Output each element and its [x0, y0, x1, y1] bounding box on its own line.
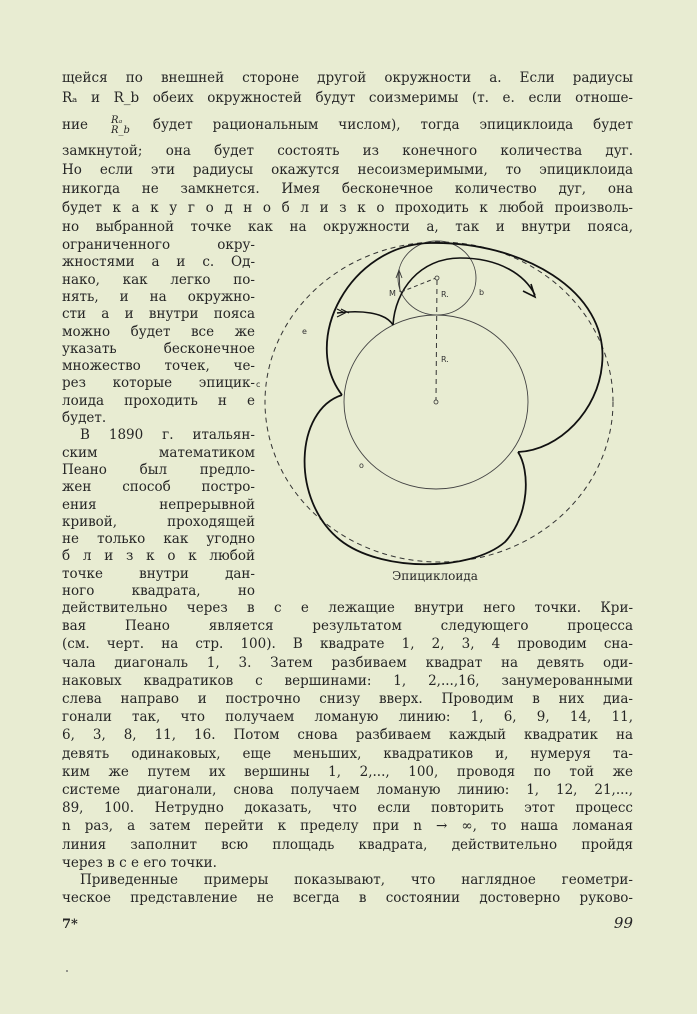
fixed-circle-a — [344, 315, 528, 489]
text-line: жностями a и c. Од- — [62, 254, 255, 271]
text-line: можно будет все же — [62, 323, 255, 340]
text-line: через в с е его точки. — [62, 854, 217, 871]
epicycloid-lower-arc — [305, 395, 526, 564]
text-line: рез которые эпицик- — [62, 375, 255, 392]
epicycloid-incoming-arc — [337, 312, 393, 325]
text-line: б л и з к о к любой — [62, 548, 255, 565]
center-a-dot — [434, 400, 438, 404]
text-line: гонали так, что получаем ломаную линию: 1, 6, 9, 14, 11, — [62, 709, 633, 726]
label-c: c — [256, 380, 261, 389]
text-line: ческое представление не всегда в состоянии достоверно руково- — [62, 890, 633, 906]
text-line: Rₐ и R_b обеих окружностей будут соизмеримы (т. е. если отноше- — [62, 90, 633, 106]
text-segment: ние — [62, 117, 88, 133]
text-line: ским математиком — [62, 444, 255, 461]
text-line: n раз, а затем перейти к пределу при n → ∞, то наша ломаная — [62, 818, 633, 835]
text-line: нако, как легко по- — [62, 271, 255, 288]
text-line: не только как угодно — [62, 531, 255, 548]
signature-mark: 7* — [62, 917, 78, 932]
text-line: замкнутой; она будет состоять из конечного количества дуг. — [62, 143, 633, 159]
epicycloid-upper-arc — [327, 243, 603, 452]
text-line: но выбранной точке как на окружности a, так и внутри пояса, — [62, 219, 633, 235]
text-line: чала диагональ 1, 3. Затем разбиваем квадрат на девять оди- — [62, 654, 633, 671]
text-line: сти a и внутри пояса — [62, 306, 255, 323]
text-line: наковых квадратиков с вершинами: 1, 2,...,16, занумерованными — [62, 672, 633, 689]
text-line: Пеано был предло- — [62, 461, 255, 478]
text-line: девять одинаковых, еще меньших, квадратиков и, нумеруя та- — [62, 745, 633, 762]
fraction-numerator: Rₐ — [110, 114, 123, 126]
arrow-head-icon — [523, 284, 535, 297]
text-line: (см. черт. на стр. 100). В квадрате 1, 2, 3, 4 проводим сна- — [62, 636, 633, 653]
label-e: e — [302, 327, 307, 336]
text-line: 6, 3, 8, 11, 16. Потом снова разбиваем каждый квадратик на — [62, 727, 633, 744]
text-line: Но если эти радиусы окажутся несоизмеримыми, то эпициклоида — [62, 162, 633, 178]
text-line: ного квадрата, но — [62, 583, 255, 599]
text-line: действительно через в с е лежащие внутри него точки. Кри- — [62, 600, 633, 616]
text-line: щейся по внешней стороне другой окружности a. Если радиусы — [62, 70, 633, 86]
ratio-fraction — [111, 116, 130, 136]
text-line-with-fraction — [62, 114, 633, 136]
fraction-denominator: R_b — [110, 124, 130, 136]
center-b-dot — [435, 276, 439, 280]
text-line: точке внутри дан- — [62, 565, 255, 582]
text-line: указать бесконечное — [62, 340, 255, 357]
text-segment: будет рациональным числом), тогда эпициклоида будет — [152, 117, 633, 133]
radius-b-line — [401, 278, 436, 292]
label-radius-a: R. — [441, 355, 449, 364]
point-m-arrow-icon — [396, 270, 402, 292]
text-line: никогда не замкнется. Имея бесконечное количество дуг, она — [62, 181, 633, 197]
radius-a-line — [436, 280, 437, 400]
outer-dashed-circle — [265, 242, 613, 562]
text-line: будет к а к у г о д н о б л и з к о проходить к любой произволь- — [62, 200, 633, 216]
feather-icon — [337, 309, 349, 317]
scan-speck — [66, 970, 68, 972]
rolling-circle-b — [398, 241, 476, 315]
text-line: будет. — [62, 410, 107, 426]
text-line: вая Пеано является результатом следующего процесса — [62, 618, 633, 635]
label-a: o — [359, 461, 364, 470]
label-b: b — [479, 288, 485, 297]
text-line: системе диагонали, снова получаем ломаную линию: 1, 12, 21,..., — [62, 782, 633, 798]
label-radius-b: R. — [441, 290, 449, 299]
text-line: 89, 100. Нетрудно доказать, что если повторить этот процесс — [62, 800, 633, 817]
text-line: ения непрерывной — [62, 496, 255, 513]
page-number: 99 — [613, 914, 633, 932]
label-m: M — [389, 289, 396, 298]
text-line: кривой, проходящей — [62, 513, 255, 530]
text-line: ограниченного окру- — [62, 237, 255, 253]
text-line: множество точек, че- — [62, 358, 255, 375]
text-line: жен способ постро- — [62, 479, 255, 496]
text-line: слева направо и построчно снизу вверх. Проводим в них диа- — [62, 691, 633, 707]
figure-caption: Эпициклоида — [392, 569, 478, 583]
epicycloid-continuing-arc — [393, 258, 535, 325]
text-line: линия заполнит всю площадь квадрата, действительно пройдя — [62, 836, 633, 853]
text-line: В 1890 г. итальян- — [80, 427, 255, 444]
text-line: Приведенные примеры показывают, что наглядное геометри- — [80, 872, 633, 888]
text-line: нять, и на окружно- — [62, 288, 255, 305]
text-line: лоида проходить н е — [62, 392, 255, 409]
text-line: ким же путем их вершины 1, 2,..., 100, проводя по той же — [62, 763, 633, 780]
